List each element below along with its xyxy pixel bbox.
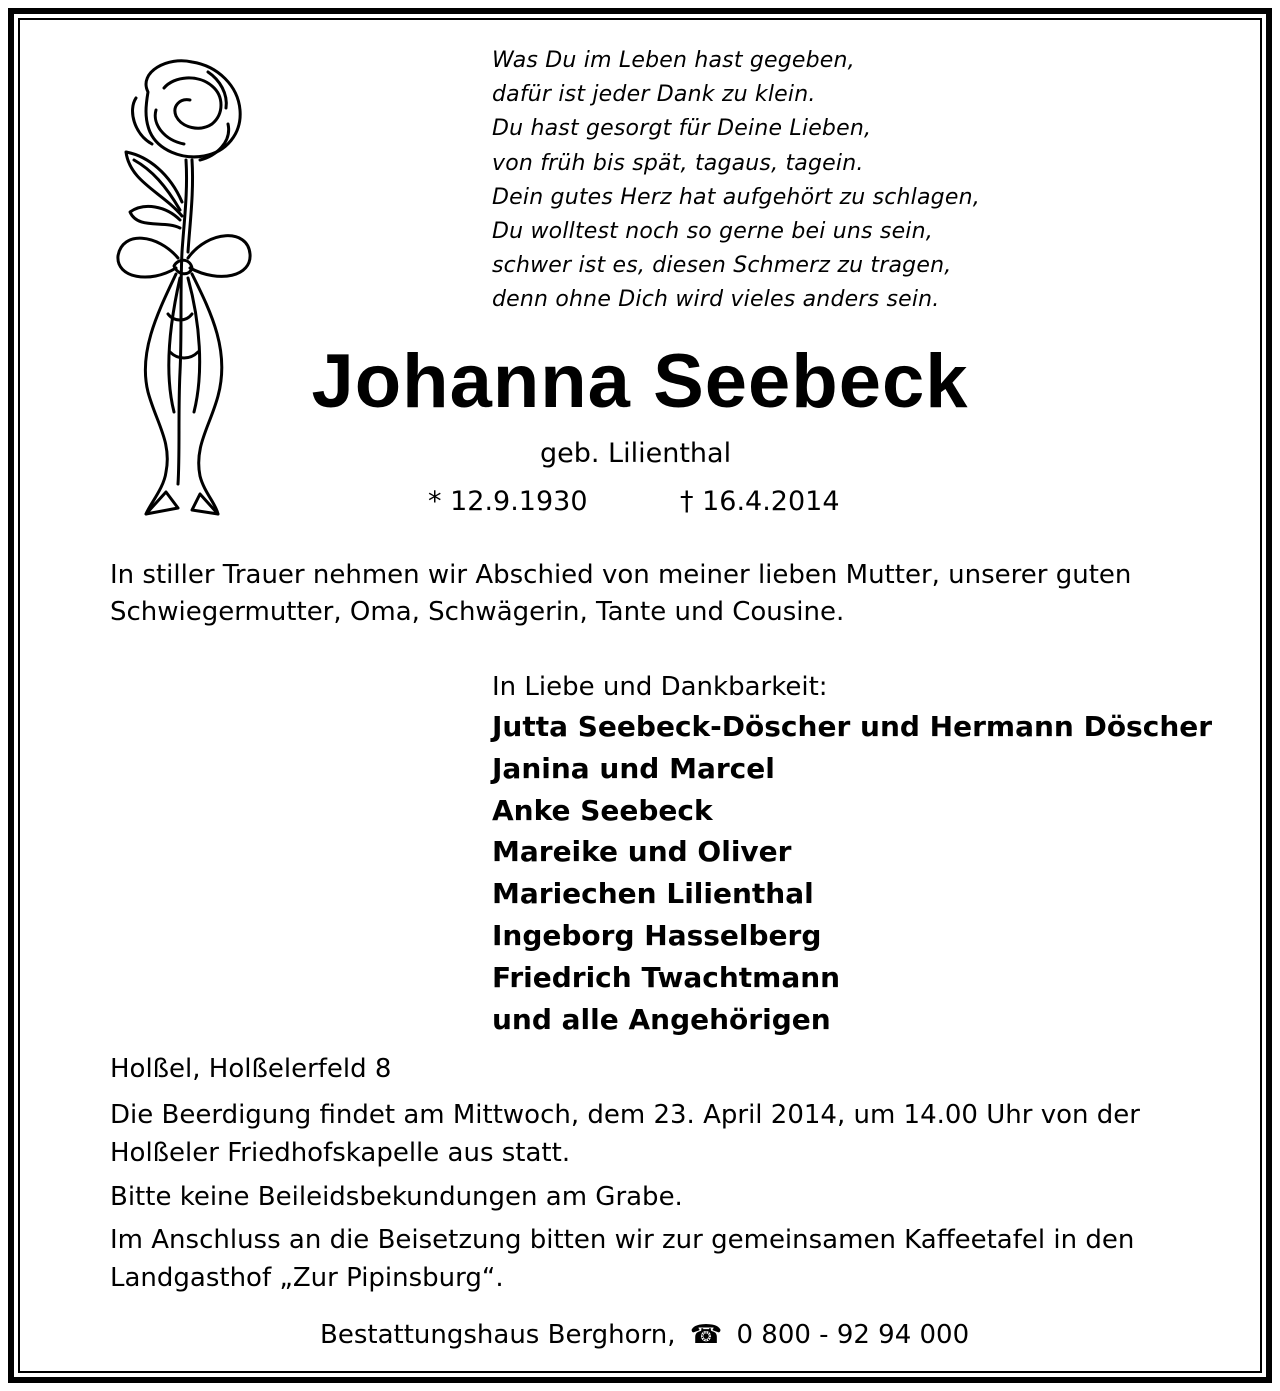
deceased-name: Johanna Seebeck — [311, 339, 969, 424]
mourner-item: Mareike und Oliver — [492, 835, 792, 869]
mourner-item: und alle Angehörigen — [492, 1002, 831, 1036]
birth-date: * 12.9.1930 — [428, 486, 588, 517]
undertaker-line — [320, 1316, 969, 1354]
undertaker-name: Bestattungshaus Berghorn, — [320, 1320, 676, 1350]
intro-text: In stiller Trauer nehmen wir Abschied von meiner lieben Mutter, unserer guten Schwiegermutter, Oma, Schwägerin, Tante und Cousine. — [110, 560, 1132, 627]
mourner-item: Jutta Seebeck-Döscher und Hermann Döscher — [492, 710, 1213, 743]
address: Holßel, Holßelerfeld 8 — [110, 1054, 392, 1084]
mourner-item: Anke Seebeck — [492, 793, 713, 827]
poem-line: dafür ist jeder Dank zu klein. — [492, 82, 816, 108]
mourner-item: Ingeborg Hasselberg — [492, 918, 822, 952]
poem-line: denn ohne Dich wird vieles anders sein. — [492, 287, 940, 313]
birth-name: geb. Lilienthal — [540, 438, 732, 469]
mourner-item: Friedrich Twachtmann — [492, 960, 841, 994]
funeral-notice: Die Beerdigung findet am Mittwoch, dem 23. April 2014, um 14.00 Uhr von der Holßeler Friedhofskapelle aus statt. — [110, 1100, 1140, 1168]
telephone-icon: ☎ — [689, 1320, 723, 1350]
poem-line: Du hast gesorgt für Deine Lieben, — [492, 116, 872, 142]
mourner-item: Mariechen Lilienthal — [492, 877, 814, 911]
poem-line: Du wolltest noch so gerne bei uns sein, — [492, 219, 933, 245]
condolences-notice: Bitte keine Beileidsbekundungen am Grabe. — [110, 1182, 683, 1212]
thanks-line: In Liebe und Dankbarkeit: — [492, 672, 828, 702]
mourner-item: Janina und Marcel — [492, 751, 775, 785]
undertaker-phone: 0 800 - 92 94 000 — [736, 1320, 970, 1350]
poem-line: Dein gutes Herz hat aufgehört zu schlagen, — [492, 184, 980, 210]
poem-line: von früh bis spät, tagaus, tagein. — [492, 150, 864, 176]
deceased-name-block — [0, 334, 1280, 430]
poem-line: schwer ist es, diesen Schmerz zu tragen, — [492, 253, 952, 279]
mourners-list — [492, 706, 1212, 1040]
rose-icon — [108, 52, 260, 522]
death-date: † 16.4.2014 — [680, 486, 840, 517]
poem-line: Was Du im Leben hast gegeben, — [492, 48, 855, 73]
poem — [492, 44, 1132, 318]
reception-notice: Im Anschluss an die Beisetzung bitten wir zur gemeinsamen Kaffeetafel in den Landgasthof „Zur Pipinsburg“. — [110, 1225, 1135, 1293]
